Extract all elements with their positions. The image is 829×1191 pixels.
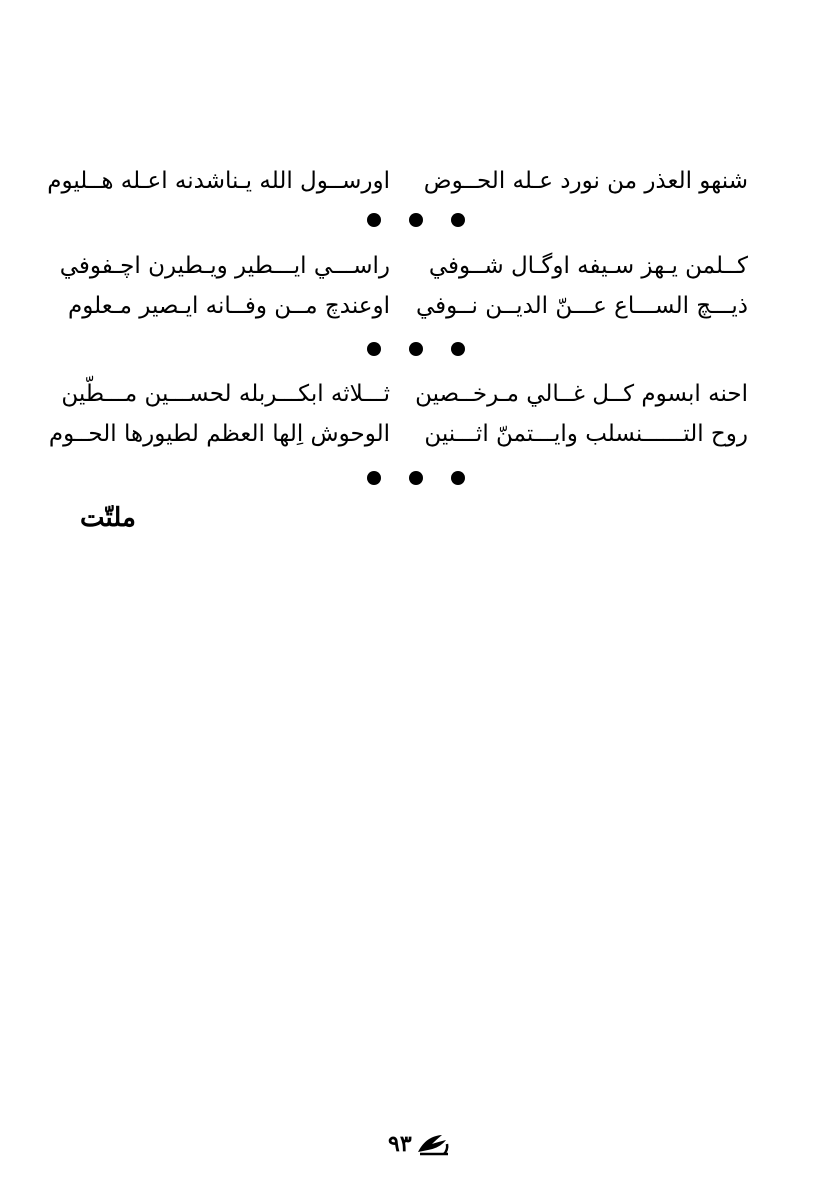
bullet-dot	[409, 342, 423, 356]
verse	[47, 161, 748, 201]
bullet-dot	[451, 342, 465, 356]
bullet-dot	[367, 342, 381, 356]
second-hemistich: اوعندچ مــن وفــانه ايـصير مـعلوم	[68, 293, 390, 319]
bullet-dot	[451, 471, 465, 485]
end-of-poem-mark: ملتّت	[80, 503, 136, 533]
page-number-text: ٩٣	[388, 1131, 412, 1157]
verse	[61, 374, 748, 414]
verse	[48, 414, 748, 454]
quill-ornament-icon	[416, 1132, 450, 1156]
first-hemistich: ذيـــچ الســـاع عـــنّ الديــن نــوفي	[415, 293, 748, 319]
stanza-divider	[0, 213, 829, 233]
second-hemistich: ثـــلاثه ابكـــربله لحســـين مـــطّين	[61, 381, 390, 407]
first-hemistich: روح التــــــنسلب وايـــتمنّ اثـــنين	[424, 421, 748, 447]
bullet-dot	[409, 471, 423, 485]
first-hemistich: كــلمن يـهز سـيفه اوگـال شــوفي	[428, 253, 748, 279]
second-hemistich: راســـي ايـــطير ويـطيرن اچـفوفي	[59, 253, 390, 279]
stanza-2	[59, 246, 748, 326]
bullet-dot	[409, 213, 423, 227]
page-number	[380, 1126, 450, 1162]
verse	[59, 246, 748, 286]
stanza-divider	[0, 471, 829, 491]
first-hemistich: شنهو العذر من نورد عـله الحــوض	[423, 168, 748, 194]
bullet-dot	[451, 213, 465, 227]
stanza-1	[47, 161, 748, 201]
second-hemistich: اورســول الله يـناشدنه اعـله هــليوم	[47, 168, 390, 194]
second-hemistich: الوحوش اِلها العظم لطيورها الحــوم	[48, 421, 390, 447]
bullet-dot	[367, 213, 381, 227]
stanza-3	[48, 374, 748, 454]
first-hemistich: احنه ابسوم كــل غــالي مـرخــصين	[415, 381, 748, 407]
bullet-dot	[367, 471, 381, 485]
stanza-divider	[0, 342, 829, 362]
verse	[68, 286, 748, 326]
